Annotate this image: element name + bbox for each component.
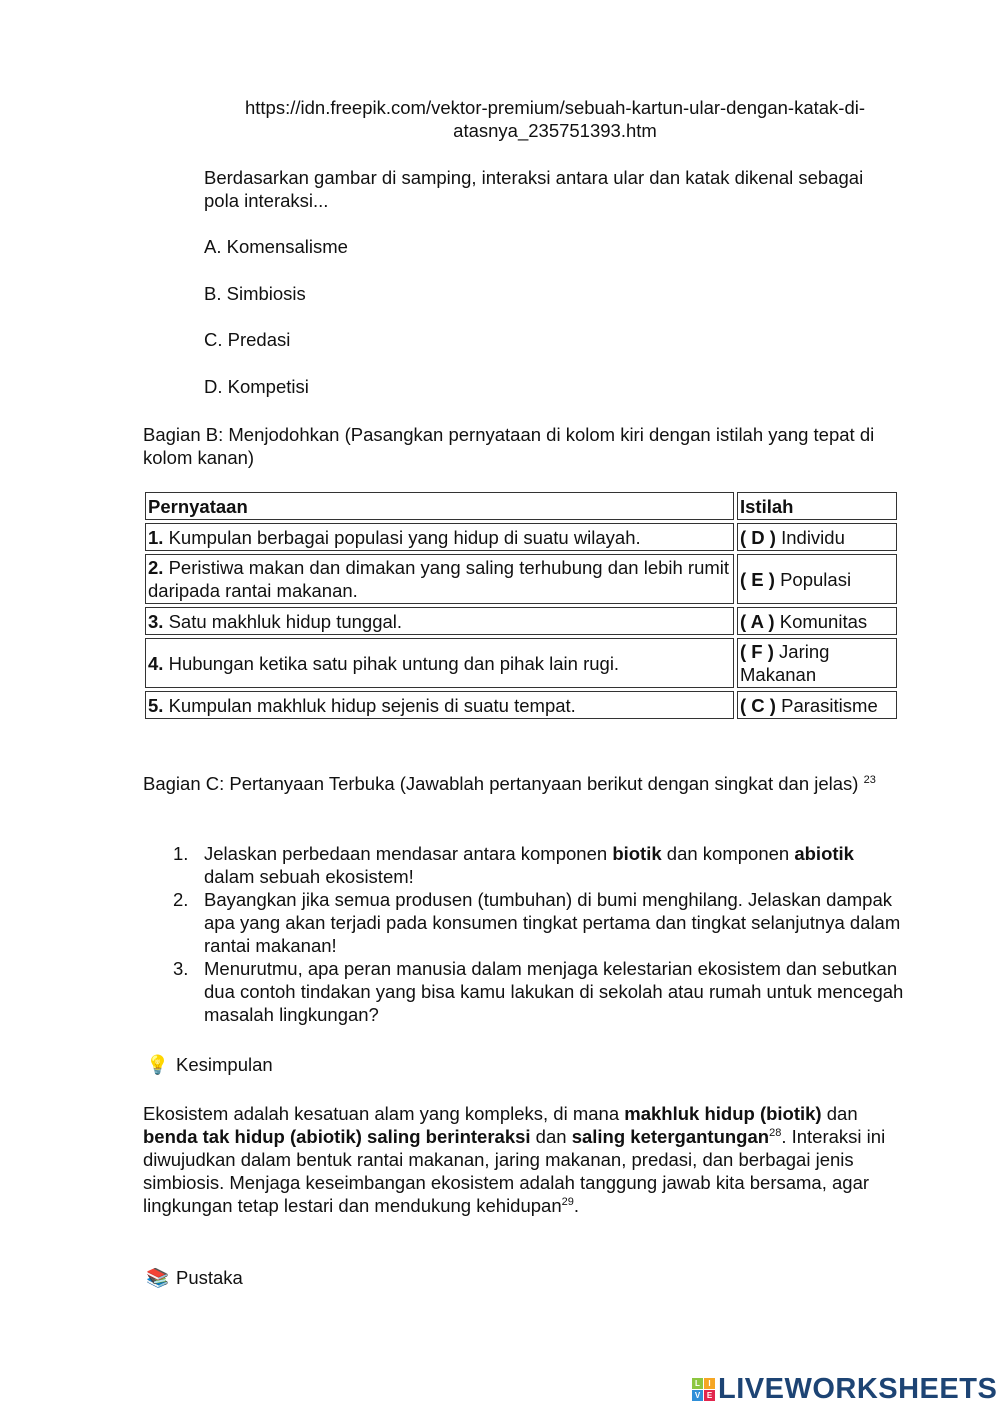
table-header-row — [145, 492, 897, 520]
question-item: 1. Jelaskan perbedaan mendasar antara komponen biotik dan komponen abiotik dalam sebuah ekosistem! — [173, 843, 854, 887]
header-statement: Pernyataan — [145, 492, 734, 520]
statement-cell: 5. Kumpulan makhluk hidup sejenis di suatu tempat. — [145, 691, 734, 719]
section-b-title: Bagian B: Menjodohkan (Pasangkan pernyataan di kolom kiri dengan istilah yang tepat di kolom kanan) — [143, 424, 875, 468]
question-text: Berdasarkan gambar di samping, interaksi antara ular dan katak dikenal sebagai pola interaksi... — [204, 167, 864, 211]
statement-cell: 4. Hubungan ketika satu pihak untung dan pihak lain rugi. — [145, 638, 734, 688]
term-cell[interactable]: ( C ) Parasitisme — [737, 691, 897, 719]
references-heading: 📚 Pustaka — [146, 1267, 243, 1288]
footnote-ref[interactable]: 23 — [863, 773, 876, 786]
statement-cell: 3. Satu makhluk hidup tunggal. — [145, 607, 734, 635]
logo-tiles: L I V E — [692, 1378, 715, 1401]
table-row — [145, 554, 897, 604]
answer: ( C ) — [740, 694, 776, 716]
statement-cell: 1. Kumpulan berbagai populasi yang hidup di suatu wilayah. — [145, 523, 734, 551]
lightbulb-icon: 💡 — [146, 1054, 170, 1075]
table-row — [145, 638, 897, 688]
liveworksheets-logo: L I V E LIVEWORKSHEETS — [692, 1374, 997, 1404]
books-icon: 📚 — [146, 1267, 170, 1288]
option-b[interactable]: B. Simbiosis — [204, 283, 306, 304]
section-c-title: Bagian C: Pertanyaan Terbuka (Jawablah pertanyaan berikut dengan singkat dan jelas) $^{23}$ — [143, 773, 876, 794]
option-a[interactable]: A. Komensalisme — [204, 236, 348, 257]
header-term: Istilah — [737, 492, 897, 520]
source-url-line2: atasnya_235751393.htm — [453, 120, 657, 141]
source-url-line1: https://idn.freepik.com/vektor-premium/sebuah-kartun-ular-dengan-katak-di- — [244, 97, 866, 118]
question-item: 3. Menurutmu, apa peran manusia dalam menjaga kelestarian ekosistem dan sebutkan dua contoh tindakan yang bisa kamu lakukan di sekolah atau rumah untuk mencegah masalah lingkungan? — [173, 958, 904, 1025]
table-row — [145, 607, 897, 635]
matching-table — [142, 489, 900, 722]
term-cell[interactable]: ( E ) Populasi — [737, 554, 897, 604]
question-item: 2. Bayangkan jika semua produsen (tumbuhan) di bumi menghilang. Jelaskan dampak apa yang akan terjadi pada konsumen tingkat pertama dan tingkat selanjutnya dalam rantai makanan! — [173, 889, 901, 956]
term-cell[interactable]: ( A ) Komunitas — [737, 607, 897, 635]
statement-cell: 2. Peristiwa makan dan dimakan yang saling terhubung dan lebih rumit daripada rantai makanan. — [145, 554, 734, 604]
table-row — [145, 691, 897, 719]
answer: ( A ) — [740, 610, 775, 632]
answer: ( D ) — [740, 526, 776, 548]
footnote-ref[interactable]: 29 — [561, 1195, 574, 1208]
footnote-ref[interactable]: 28 — [769, 1126, 782, 1139]
conclusion-paragraph: Ekosistem adalah kesatuan alam yang kompleks, di mana makhluk hidup (biotik) dan benda tak hidup (abiotik) saling berinteraksi dan saling ketergantungan$^{28}$. Interaksi ini diwujudkan dalam bentuk rantai makanan, jaring makanan, predasi, dan berbagai jenis simbiosis. Menjaga keseimbangan ekosistem adalah tanggung jawab kita bersama, agar lingkungan tetap lestari dan mendukung kehidupan$^{29}$. — [143, 1103, 886, 1216]
term-cell[interactable]: ( F ) Jaring Makanan — [737, 638, 897, 688]
option-c[interactable]: C. Predasi — [204, 329, 291, 350]
answer: ( E ) — [740, 568, 775, 590]
conclusion-heading: 💡 Kesimpulan — [146, 1054, 273, 1075]
term-cell[interactable]: ( D ) Individu — [737, 523, 897, 551]
answer: ( F ) — [740, 641, 774, 662]
source-url — [200, 96, 910, 142]
table-row — [145, 523, 897, 551]
open-questions — [173, 842, 904, 1026]
option-d[interactable]: D. Kompetisi — [204, 376, 309, 397]
